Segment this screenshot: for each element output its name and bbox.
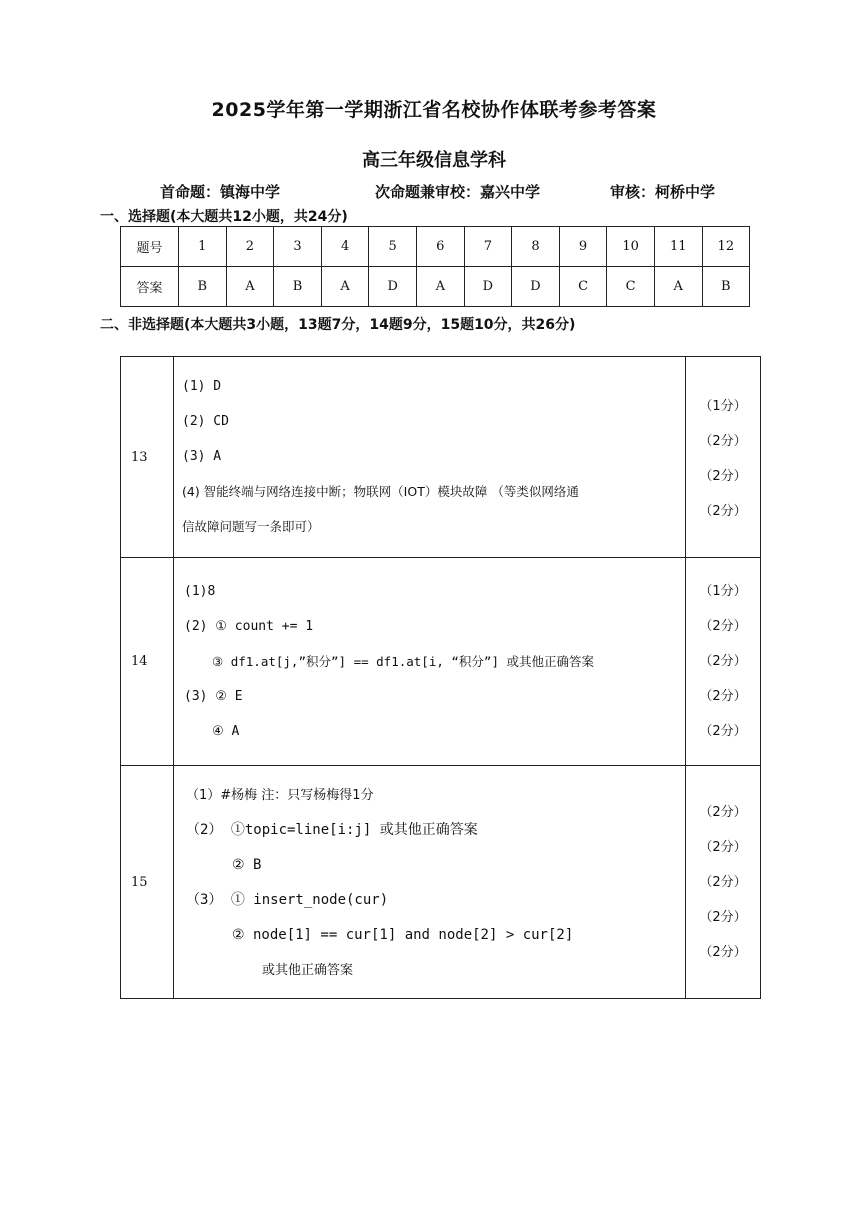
- question-number: 10: [607, 227, 655, 267]
- q15-answer: [174, 766, 686, 999]
- q13-answer: [174, 357, 686, 558]
- free-response-table: [120, 356, 761, 999]
- score-label: （1分）: [699, 399, 747, 414]
- question-number: 2: [226, 227, 274, 267]
- question-number: 6: [416, 227, 464, 267]
- question-number: 11: [654, 227, 702, 267]
- question-number: 12: [702, 227, 750, 267]
- score-label: （2分）: [699, 805, 747, 820]
- answer-line: (1)8: [184, 584, 216, 599]
- question-number: 1: [179, 227, 227, 267]
- q15-scores: [686, 766, 761, 999]
- answer-cell: A: [654, 267, 702, 307]
- answer-cell: B: [274, 267, 322, 307]
- reviewer: 审核：柯桥中学: [610, 183, 716, 201]
- question-number: 7: [464, 227, 512, 267]
- q14-answer: [174, 558, 686, 766]
- answer-cell: B: [702, 267, 750, 307]
- score-label: （2分）: [699, 875, 747, 890]
- answer-cell: A: [416, 267, 464, 307]
- q13-scores: [686, 357, 761, 558]
- section1-heading: 一、选择题(本大题共12小题，共24分): [100, 209, 348, 225]
- answer-line: (2) ① count += 1: [184, 619, 314, 634]
- q13-row: [121, 357, 761, 558]
- q14-scores: [686, 558, 761, 766]
- question-number-13: 13: [121, 357, 174, 558]
- q15-row: [121, 766, 761, 999]
- answer-line: (4) 智能终端与网络连接中断；物联网（IOT）模块故障 （等类似网络通: [182, 484, 579, 499]
- score-label: （2分）: [699, 840, 747, 855]
- answer-line: (2) CD: [182, 414, 229, 429]
- answer-cell: C: [607, 267, 655, 307]
- answer-line: 或其他正确答案: [262, 963, 354, 978]
- score-label: （2分）: [699, 434, 747, 449]
- answer-line: 信故障问题写一条即可）: [182, 519, 320, 534]
- section2-heading: 二、非选择题(本大题共3小题，13题7分，14题9分，15题10分，共26分): [100, 317, 576, 333]
- answer-line: ④ A: [212, 724, 240, 739]
- question-number: 4: [321, 227, 369, 267]
- answer-cell: D: [369, 267, 417, 307]
- row-label-answer: 答案: [121, 267, 179, 307]
- answer-cell: D: [512, 267, 560, 307]
- answer-cell: C: [559, 267, 607, 307]
- answer-line: （3） ① insert_node(cur): [186, 892, 389, 908]
- score-label: （2分）: [699, 724, 747, 739]
- answer-row: [121, 267, 750, 307]
- answer-line: ② node[1] == cur[1] and node[2] > cur[2]: [232, 927, 574, 943]
- score-label: （2分）: [699, 469, 747, 484]
- score-label: （2分）: [699, 689, 747, 704]
- second-author: 次命题兼审校：嘉兴中学: [375, 183, 541, 201]
- answer-cell: D: [464, 267, 512, 307]
- answer-line: （1）#杨梅 注：只写杨梅得1分: [186, 788, 374, 803]
- question-number: 3: [274, 227, 322, 267]
- score-label: （1分）: [699, 584, 747, 599]
- answer-line: (1) D: [182, 379, 222, 394]
- score-label: （2分）: [699, 654, 747, 669]
- page-subtitle: 高三年级信息学科: [362, 150, 506, 171]
- page-title: 2025学年第一学期浙江省名校协作体联考参考答案: [211, 99, 657, 121]
- score-label: （2分）: [699, 619, 747, 634]
- score-label: （2分）: [699, 910, 747, 925]
- answer-line: (3) A: [182, 449, 222, 464]
- question-number-14: 14: [121, 558, 174, 766]
- question-number: 9: [559, 227, 607, 267]
- q14-row: [121, 558, 761, 766]
- answer-cell: B: [179, 267, 227, 307]
- row-label-question: 题号: [121, 227, 179, 267]
- answer-line: （2） ①topic=line[i:j] 或其他正确答案: [186, 822, 478, 838]
- question-number: 8: [512, 227, 560, 267]
- score-label: （2分）: [699, 504, 747, 519]
- score-label: （2分）: [699, 945, 747, 960]
- answer-cell: A: [321, 267, 369, 307]
- question-number-15: 15: [121, 766, 174, 999]
- question-number-row: [121, 227, 750, 267]
- answer-cell: A: [226, 267, 274, 307]
- question-number: 5: [369, 227, 417, 267]
- answer-line: ② B: [232, 857, 262, 873]
- multiple-choice-table: [120, 226, 750, 307]
- answer-line: ③ df1.at[j,”积分”] == df1.at[i, “积分”] 或其他正确答案: [212, 654, 595, 669]
- first-author: 首命题：镇海中学: [160, 183, 281, 201]
- answer-line: (3) ② E: [184, 689, 243, 704]
